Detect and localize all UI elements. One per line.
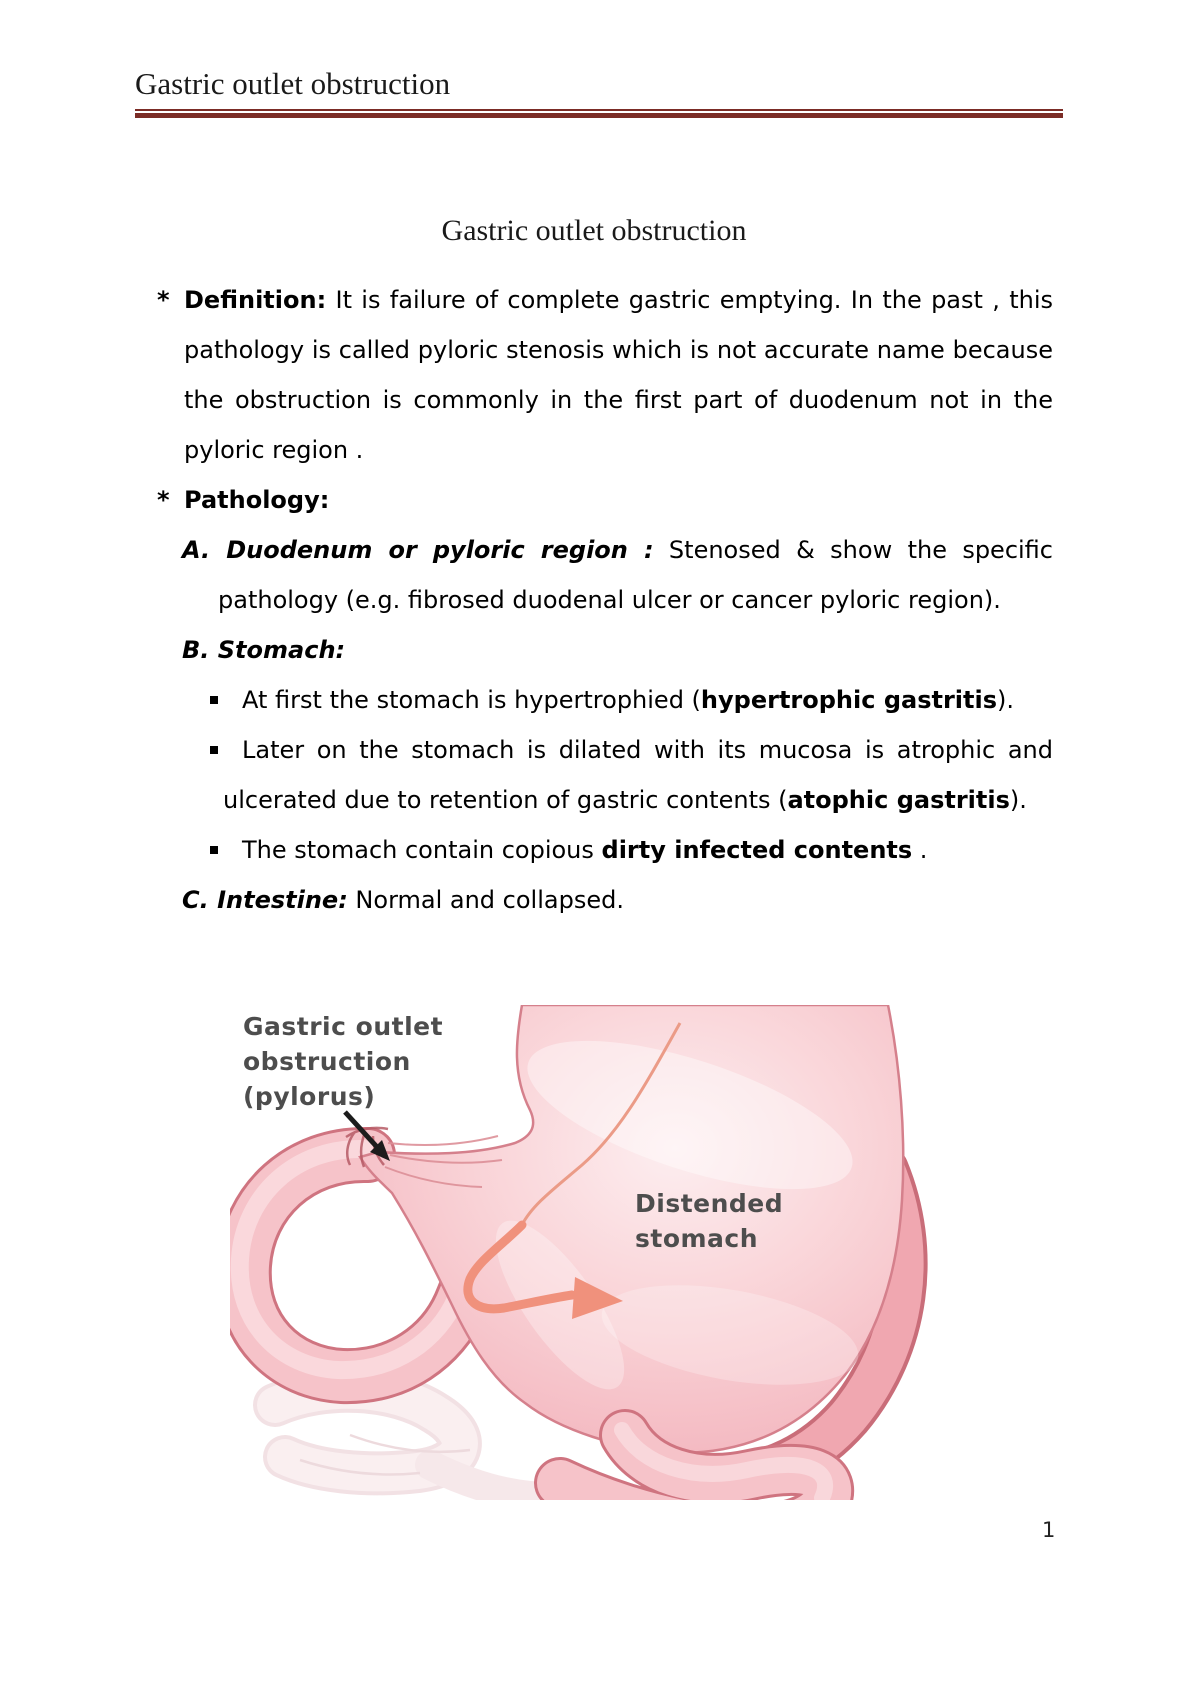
bullet-text: ). [997, 686, 1014, 714]
definition-paragraph [135, 275, 1053, 475]
item-a-duodenum [135, 525, 1053, 625]
bullet-dilated [135, 725, 1053, 825]
item-b-stomach [135, 625, 1053, 675]
item-c-label: C. Intestine: [182, 886, 348, 914]
obstruction-label-line2: obstruction [243, 1047, 411, 1076]
header-rule-thick-line [135, 113, 1063, 118]
bullet-text: . [912, 836, 928, 864]
square-bullet-icon [210, 696, 218, 704]
obstruction-label-line3: (pylorus) [243, 1082, 376, 1111]
stomach-diagram-svg [230, 1005, 950, 1500]
header-rule [135, 109, 1063, 118]
distended-label-line2: stomach [635, 1224, 759, 1253]
definition-label: Definition: [184, 286, 327, 314]
bullet-text: ). [1009, 786, 1027, 814]
star-marker: * [157, 486, 170, 514]
header-rule-thin-line [135, 109, 1063, 111]
pathology-heading [135, 475, 1053, 525]
bullet-text: The stomach contain copious [242, 836, 602, 864]
bullet-bold-text: dirty infected contents [601, 836, 913, 864]
bullet-text: Later on the stomach is dilated with its mucosa is atrophic and ulcerated due to retention of gastric contents ( [223, 736, 1053, 814]
item-c-intestine [135, 875, 1053, 925]
item-a-label: A. Duodenum or pyloric region : [182, 536, 654, 564]
star-marker: * [157, 286, 170, 314]
bullet-bold-text: atophic gastritis [787, 786, 1010, 814]
item-a-text: Stenosed & show the specific pathology (e.g. fibrosed duodenal ulcer or cancer pyloric region). [218, 536, 1053, 614]
page-title: Gastric outlet obstruction [441, 214, 747, 247]
item-b-label: B. Stomach: [182, 636, 346, 664]
item-c-text: Normal and collapsed. [347, 886, 624, 914]
stomach-illustration [230, 1005, 950, 1500]
definition-text: It is failure of complete gastric emptying. In the past , this pathology is called pyloric stenosis which is not accurate name because the obstruction is commonly in the first part of duodenum not in the pyloric region . [184, 286, 1053, 464]
bullet-hypertrophied [135, 675, 1053, 725]
pathology-label: Pathology: [184, 486, 330, 514]
bullet-text: At first the stomach is hypertrophied ( [242, 686, 701, 714]
page-number: 1 [1042, 1518, 1056, 1542]
square-bullet-icon [210, 746, 218, 754]
running-header-title: Gastric outlet obstruction [135, 66, 451, 101]
distended-label-line1: Distended [635, 1189, 784, 1218]
bullet-bold-text: hypertrophic gastritis [700, 686, 997, 714]
obstruction-label-line1: Gastric outlet [243, 1012, 444, 1041]
square-bullet-icon [210, 846, 218, 854]
bullet-dirty-contents [135, 825, 1053, 875]
ghost-intestine-shape [275, 1391, 550, 1497]
document-body [135, 206, 1053, 925]
